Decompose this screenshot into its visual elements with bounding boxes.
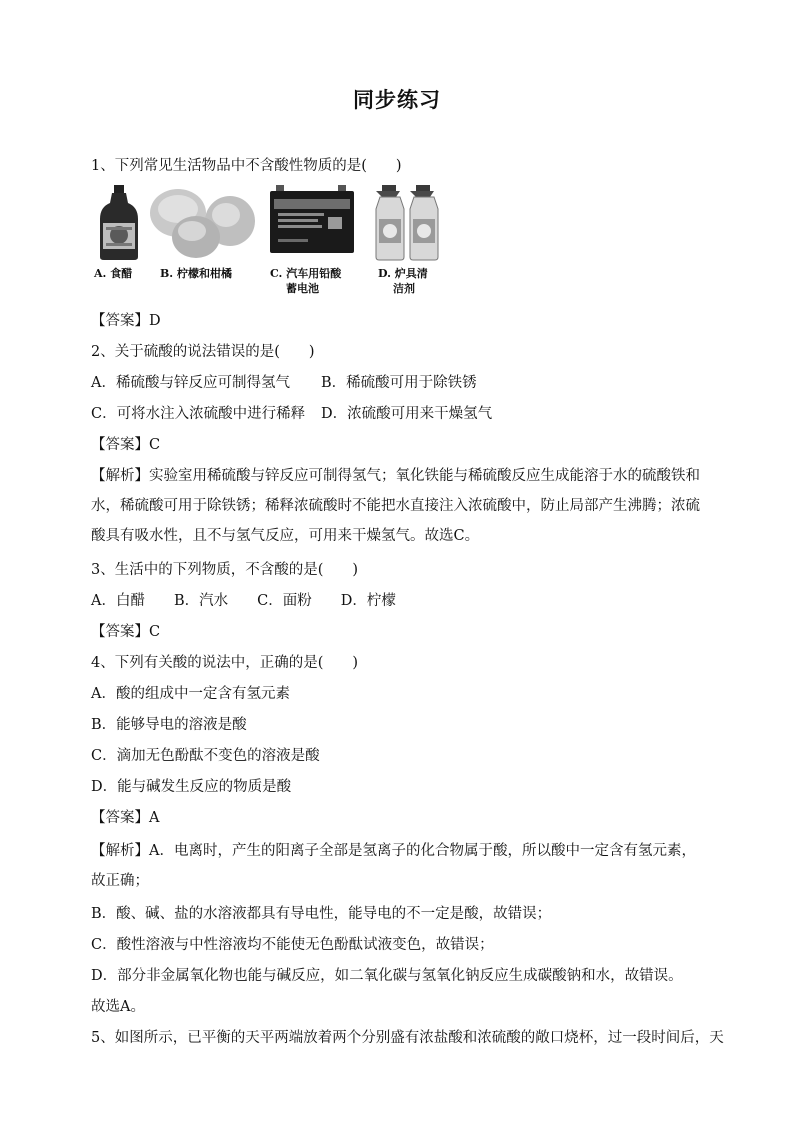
question-4-analysis-4: D．部分非金属氧化物也能与碱反应，如二氧化碳与氢氧化钠反应生成碳酸钠和水，故错误。 — [91, 968, 683, 984]
question-4-option-b: B．能够导电的溶液是酸 — [91, 717, 247, 733]
question-2-answer: 【答案】C — [91, 437, 161, 453]
question-4-analysis-2: B．酸、碱、盐的水溶液都具有导电性，能导电的不一定是酸，故错误； — [91, 906, 552, 922]
question-4-option-a: A．酸的组成中一定含有氢元素 — [91, 686, 290, 702]
page-title: 同步练习 — [353, 87, 441, 112]
question-2-option-d: D．浓硫酸可用来干燥氢气 — [321, 406, 493, 422]
question-3-text: 3、生活中的下列物质，不含酸的是( ) — [91, 562, 359, 578]
caption-d-line2: 洁剂 — [393, 282, 415, 295]
question-4-answer: 【答案】A — [91, 810, 160, 826]
question-2-text: 2、关于硫酸的说法错误的是( ) — [91, 344, 315, 360]
question-1-text: 1、下列常见生活物品中不含酸性物质的是( ) — [91, 158, 402, 174]
caption-d-line1: D. 炉具清 — [378, 267, 428, 280]
question-4-option-d: D．能与碱发生反应的物质是酸 — [91, 779, 292, 795]
question-2-analysis: 【解析】实验室用稀硫酸与锌反应可制得氢气；氧化铁能与稀硫酸反应生成能溶于水的硫酸铁和水，稀硫酸可用于除铁锈；稀释浓硫酸时不能把水直接注入浓硫酸中，防止局部产生沸腾；浓硫酸具有吸水性，且不与氢气反应，可用来干燥氢气。故选C。 — [91, 468, 700, 544]
question-5-text: 5、如图所示，已平衡的天平两端放着两个分别盛有浓盐酸和浓硫酸的敞口烧杯，过一段时间后，天 — [91, 1030, 724, 1046]
question-3-options: A．白醋 B．汽水 C．面粉 D．柠檬 — [91, 593, 396, 609]
question-2-options-row1 — [91, 373, 711, 393]
question-2-options-row2 — [91, 404, 711, 424]
caption-a: A. 食醋 — [94, 267, 133, 280]
lead-acid-battery-image — [268, 183, 356, 261]
vinegar-bottle-image — [94, 183, 144, 261]
question-4-analysis-3: C．酸性溶液与中性溶液均不能使无色酚酞试液变色，故错误； — [91, 937, 494, 953]
question-4-analysis-1: 【解析】A．电离时，产生的阳离子全部是氢离子的化合物属于酸，所以酸中一定含有氢元素，故正确； — [91, 843, 696, 889]
question-3-answer: 【答案】C — [91, 624, 161, 640]
lemons-oranges-image — [148, 183, 256, 261]
question-4-option-c: C．滴加无色酚酞不变色的溶液是酸 — [91, 748, 320, 764]
question-2-option-c: C．可将水注入浓硫酸中进行稀释 — [91, 406, 306, 422]
question-4-text: 4、下列有关酸的说法中，正确的是( ) — [91, 655, 359, 671]
caption-c-line2: 蓄电池 — [286, 282, 319, 295]
stove-cleaner-image — [372, 183, 444, 261]
question-2-option-b: B．稀硫酸可用于除铁锈 — [321, 375, 477, 391]
question-4-analysis-5: 故选A。 — [91, 999, 145, 1015]
caption-b: B. 柠檬和柑橘 — [160, 267, 232, 280]
question-2-option-a: A．稀硫酸与锌反应可制得氢气 — [91, 375, 290, 391]
question-1-answer: 【答案】D — [91, 313, 161, 329]
question-1-figure — [88, 183, 448, 295]
caption-c-line1: C. 汽车用铅酸 — [270, 267, 342, 280]
